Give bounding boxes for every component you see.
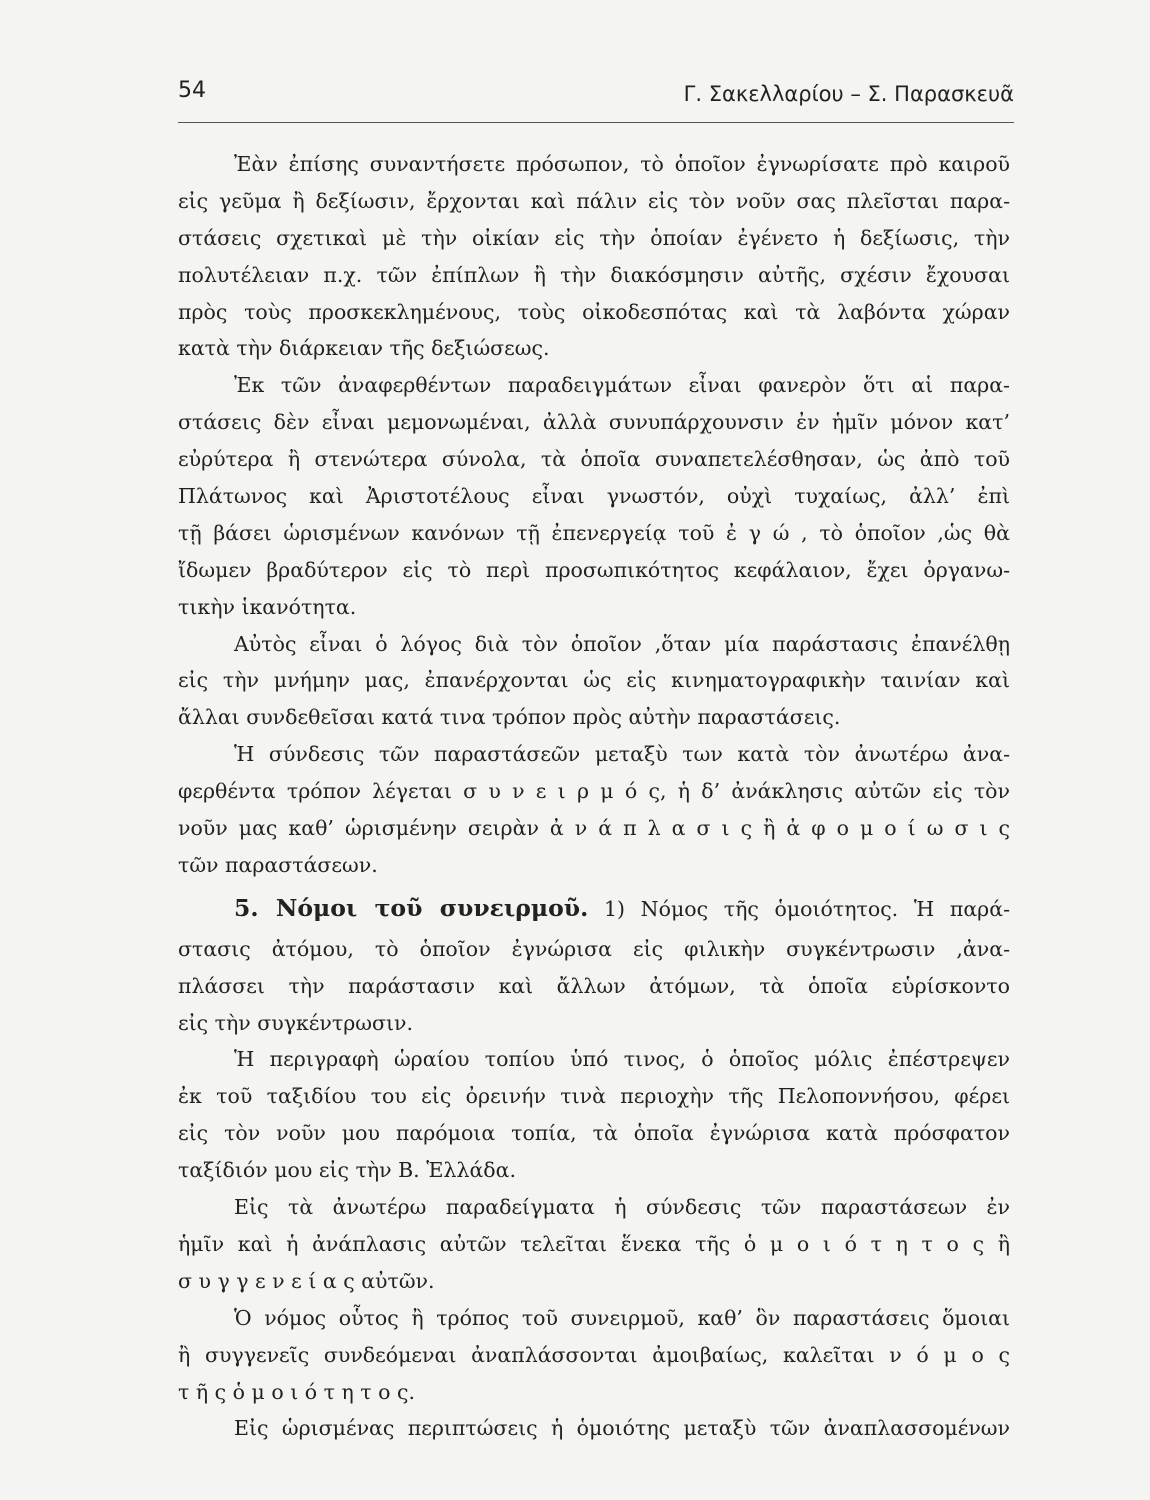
line-text: κατὰ τὴν διάρκειαν τῆς δεξιώσεως. xyxy=(178,336,550,361)
line-text: εὐρύτερα ἢ στενώτερα σύνολα, τὰ ὁποῖα συναπετελέσθησαν, ὡς ἀπὸ τοῦ xyxy=(178,447,1010,472)
text-line xyxy=(178,441,1010,478)
line-text: τῶν παραστάσεων. xyxy=(178,852,378,877)
text-line xyxy=(178,968,1010,1005)
text-line xyxy=(178,626,1010,663)
line-text: τῇ βάσει ὡρισμένων κανόνων τῇ ἐπενεργείᾳ τοῦ ἐ γ ώ , τὸ ὁποῖον ,ὡς θὰ xyxy=(178,520,1010,545)
text-line xyxy=(178,478,1010,515)
line-text: Ὁ νόμος οὗτος ἢ τρόπος τοῦ συνειρμοῦ, καθ’ ὃν παραστάσεις ὅμοιαι xyxy=(234,1305,1010,1330)
line-text: τικὴν ἱκανότητα. xyxy=(178,594,357,619)
header-rule xyxy=(178,122,1014,123)
line-text: πρὸς τοὺς προσκεκλημένους, τοὺς οἰκοδεσπότας καὶ τὰ λαβόντα χώραν xyxy=(178,299,1010,324)
text-line xyxy=(178,736,1010,773)
line-text: τ ῆ ς ὁ μ ο ι ό τ η τ ο ς. xyxy=(178,1379,415,1404)
line-text: εἰς γεῦμα ἢ δεξίωσιν, ἔρχονται καὶ πάλιν εἰς τὸν νοῦν σας πλεῖσται παρα- xyxy=(178,188,1010,213)
line-text: εἰς τὸν νοῦν μου παρόμοια τοπία, τὰ ὁποῖα ἐγνώρισα κατὰ πρόσφατον xyxy=(178,1121,1010,1146)
text-line xyxy=(178,294,1010,331)
line-text: φερθέντα τρόπον λέγεται σ υ ν ε ι ρ μ ό ς, ἡ δ’ ἀνάκλησις αὐτῶν εἰς τὸν xyxy=(178,779,1010,804)
line-text: νοῦν μας καθ’ ὡρισμένην σειρὰν ἀ ν ά π λ α σ ι ς ἢ ἀ φ ο μ ο ί ω σ ι ς xyxy=(178,816,1010,841)
line-text: στάσεις δὲν εἶναι μεμονωμέναι, ἀλλὰ συνυπάρχουνσιν ἐν ἡμῖν μόνον κατ’ xyxy=(178,410,1010,435)
section-heading: 5. Νόμοι τοῦ συνειρμοῦ. xyxy=(234,893,589,922)
line-text: ἢ συγγενεῖς συνδεόμεναι ἀναπλάσσονται ἀμοιβαίως, καλεῖται ν ό μ ο ς xyxy=(178,1342,1010,1367)
line-text: ἄλλαι συνδεθεῖσαι κατά τινα τρόπον πρὸς αὐτὴν παραστάσεις. xyxy=(178,705,841,730)
line-text: Πλάτωνος καὶ Ἀριστοτέλους εἶναι γνωστόν, οὐχὶ τυχαίως, ἀλλ’ ἐπὶ xyxy=(178,484,1010,509)
text-line xyxy=(178,404,1010,441)
line-text: ἐκ τοῦ ταξιδίου του εἰς ὀρεινήν τινὰ περιοχὴν τῆς Πελοποννήσου, φέρει xyxy=(178,1084,1010,1109)
line-text: ἡμῖν καὶ ἡ ἀνάπλασις αὐτῶν τελεῖται ἕνεκα τῆς ὁ μ ο ι ό τ η τ ο ς ἢ xyxy=(178,1231,1010,1256)
text-line xyxy=(178,662,1010,699)
text-line xyxy=(178,1263,1010,1300)
text-line xyxy=(178,183,1010,220)
text-line xyxy=(178,773,1010,810)
line-text: Ἐὰν ἐπίσης συναντήσετε πρόσωπον, τὸ ὁποῖον ἐγνωρίσατε πρὸ καιροῦ xyxy=(234,152,1010,176)
text-line xyxy=(178,1410,1010,1447)
text-line xyxy=(178,367,1010,404)
text-line xyxy=(178,330,1010,367)
text-line xyxy=(178,589,1010,626)
text-line xyxy=(178,220,1010,257)
text-line xyxy=(178,1115,1010,1152)
line-text: εἰς τὴν συγκέντρωσιν. xyxy=(178,1010,413,1035)
text-line xyxy=(178,257,1010,294)
text-line xyxy=(178,1374,1010,1411)
line-text: Ἐκ τῶν ἀναφερθέντων παραδειγμάτων εἶναι φανερὸν ὅτι αἱ παρα- xyxy=(234,373,1010,398)
text-line xyxy=(178,552,1010,589)
text-line xyxy=(178,1078,1010,1115)
text-line xyxy=(178,146,1010,183)
line-text: Εἰς τὰ ἀνωτέρω παραδείγματα ἡ σύνδεσις τῶν παραστάσεων ἐν xyxy=(234,1195,1010,1220)
body-text xyxy=(178,146,1010,1447)
line-text: ταξίδιόν μου εἰς τὴν Β. Ἑλλάδα. xyxy=(178,1158,516,1183)
page-number: 54 xyxy=(178,78,206,103)
line-text: στασις ἀτόμου, τὸ ὁποῖον ἐγνώρισα εἰς φιλικὴν συγκέντρωσιν ,ἀνα- xyxy=(178,936,1010,961)
line-text: σ υ γ γ ε ν ε ί α ς αὐτῶν. xyxy=(178,1268,435,1293)
page-header xyxy=(178,74,1014,114)
text-line xyxy=(178,1337,1010,1374)
text-line xyxy=(178,1041,1010,1078)
text-line xyxy=(178,1005,1010,1042)
text-line xyxy=(178,1300,1010,1337)
text-line xyxy=(178,699,1010,736)
text-line xyxy=(178,810,1010,847)
text-line xyxy=(178,1226,1010,1263)
line-text: εἰς τὴν μνήμην μας, ἐπανέρχονται ὡς εἰς κινηματογραφικὴν ταινίαν καὶ xyxy=(178,668,1010,693)
line-text: στάσεις σχετικαὶ μὲ τὴν οἰκίαν εἰς τὴν ὁποίαν ἐγένετο ἡ δεξίωσις, τὴν xyxy=(178,225,1010,250)
line-text: Ἡ σύνδεσις τῶν παραστάσεῶν μεταξὺ των κατὰ τὸν ἀνωτέρω ἀνα- xyxy=(234,742,1010,767)
line-text: Ἡ περιγραφὴ ὡραίου τοπίου ὑπό τινος, ὁ ὁποῖος μόλις ἐπέστρεψεν xyxy=(234,1047,1010,1072)
line-text: πλάσσει τὴν παράστασιν καὶ ἄλλων ἀτόμων, τὰ ὁποῖα εὑρίσκοντο xyxy=(178,973,1010,998)
line-text: πολυτέλειαν π.χ. τῶν ἐπίπλων ἢ τὴν διακόσμησιν αὐτῆς, σχέσιν ἔχουσαι xyxy=(178,262,1010,287)
text-line xyxy=(178,1189,1010,1226)
line-text: ἴδωμεν βραδύτερον εἰς τὸ περὶ προσωπικότητος κεφάλαιον, ἔχει ὀργανω- xyxy=(178,557,1010,582)
line-text: Αὐτὸς εἶναι ὁ λόγος διὰ τὸν ὁποῖον ,ὅταν μία παράστασις ἐπανέλθῃ xyxy=(234,631,1010,656)
text-line xyxy=(178,847,1010,884)
text-line xyxy=(178,1152,1010,1189)
section-heading-line xyxy=(178,886,1010,931)
text-line xyxy=(178,931,1010,968)
running-head: Γ. Σακελλαρίου – Σ. Παρασκευᾶ xyxy=(683,82,1014,106)
text-line xyxy=(178,515,1010,552)
line-text: 1) Νόμος τῆς ὁμοιότητος. Ἡ παρά- xyxy=(588,896,1010,921)
line-text: Εἰς ὡρισμένας περιπτώσεις ἡ ὁμοιότης μεταξὺ τῶν ἀναπλασσομένων xyxy=(234,1416,1010,1441)
